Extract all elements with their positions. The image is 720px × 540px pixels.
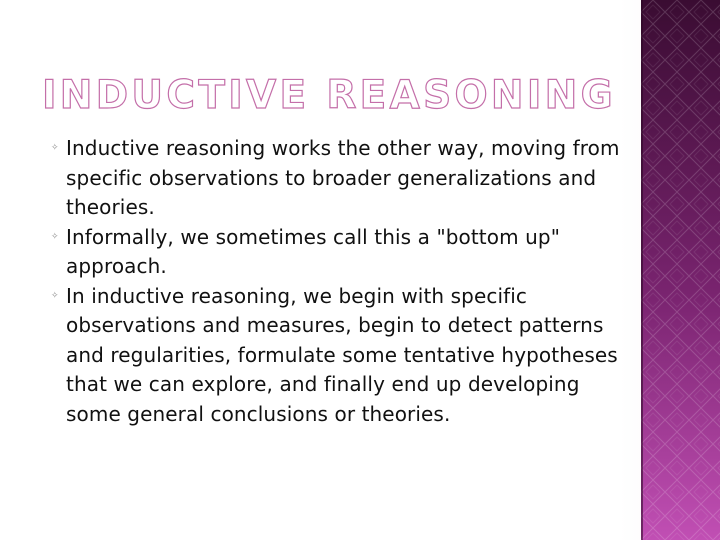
diamond-pattern-graphic [641, 0, 720, 540]
slide-title-graphic [42, 68, 616, 118]
bullet-item-3 [47, 282, 632, 430]
bullet-sparkle-icon: ✧ [51, 231, 59, 242]
bullet-text: Inductive reasoning works the other way, moving from specific observations to broader generalizations and theories. [66, 136, 620, 219]
bullet-list [47, 134, 632, 429]
bullet-text: Informally, we sometimes call this a "bottom up" approach. [66, 224, 560, 278]
bullet-item-2 [47, 223, 632, 282]
decorative-sidebar [641, 0, 720, 540]
slide-title-text: INDUCTIVE REASONING [42, 73, 616, 118]
bullet-item-1 [47, 134, 632, 223]
bullet-text: In inductive reasoning, we begin with specific observations and measures, begin to detect patterns and regularities, formulate some tentative hypotheses that we can explore, and finally end up developing some general conclusions or theories. [66, 283, 618, 426]
slide-title [42, 68, 616, 118]
bullet-sparkle-icon: ✧ [51, 290, 59, 301]
bullet-sparkle-icon: ✧ [51, 143, 59, 153]
